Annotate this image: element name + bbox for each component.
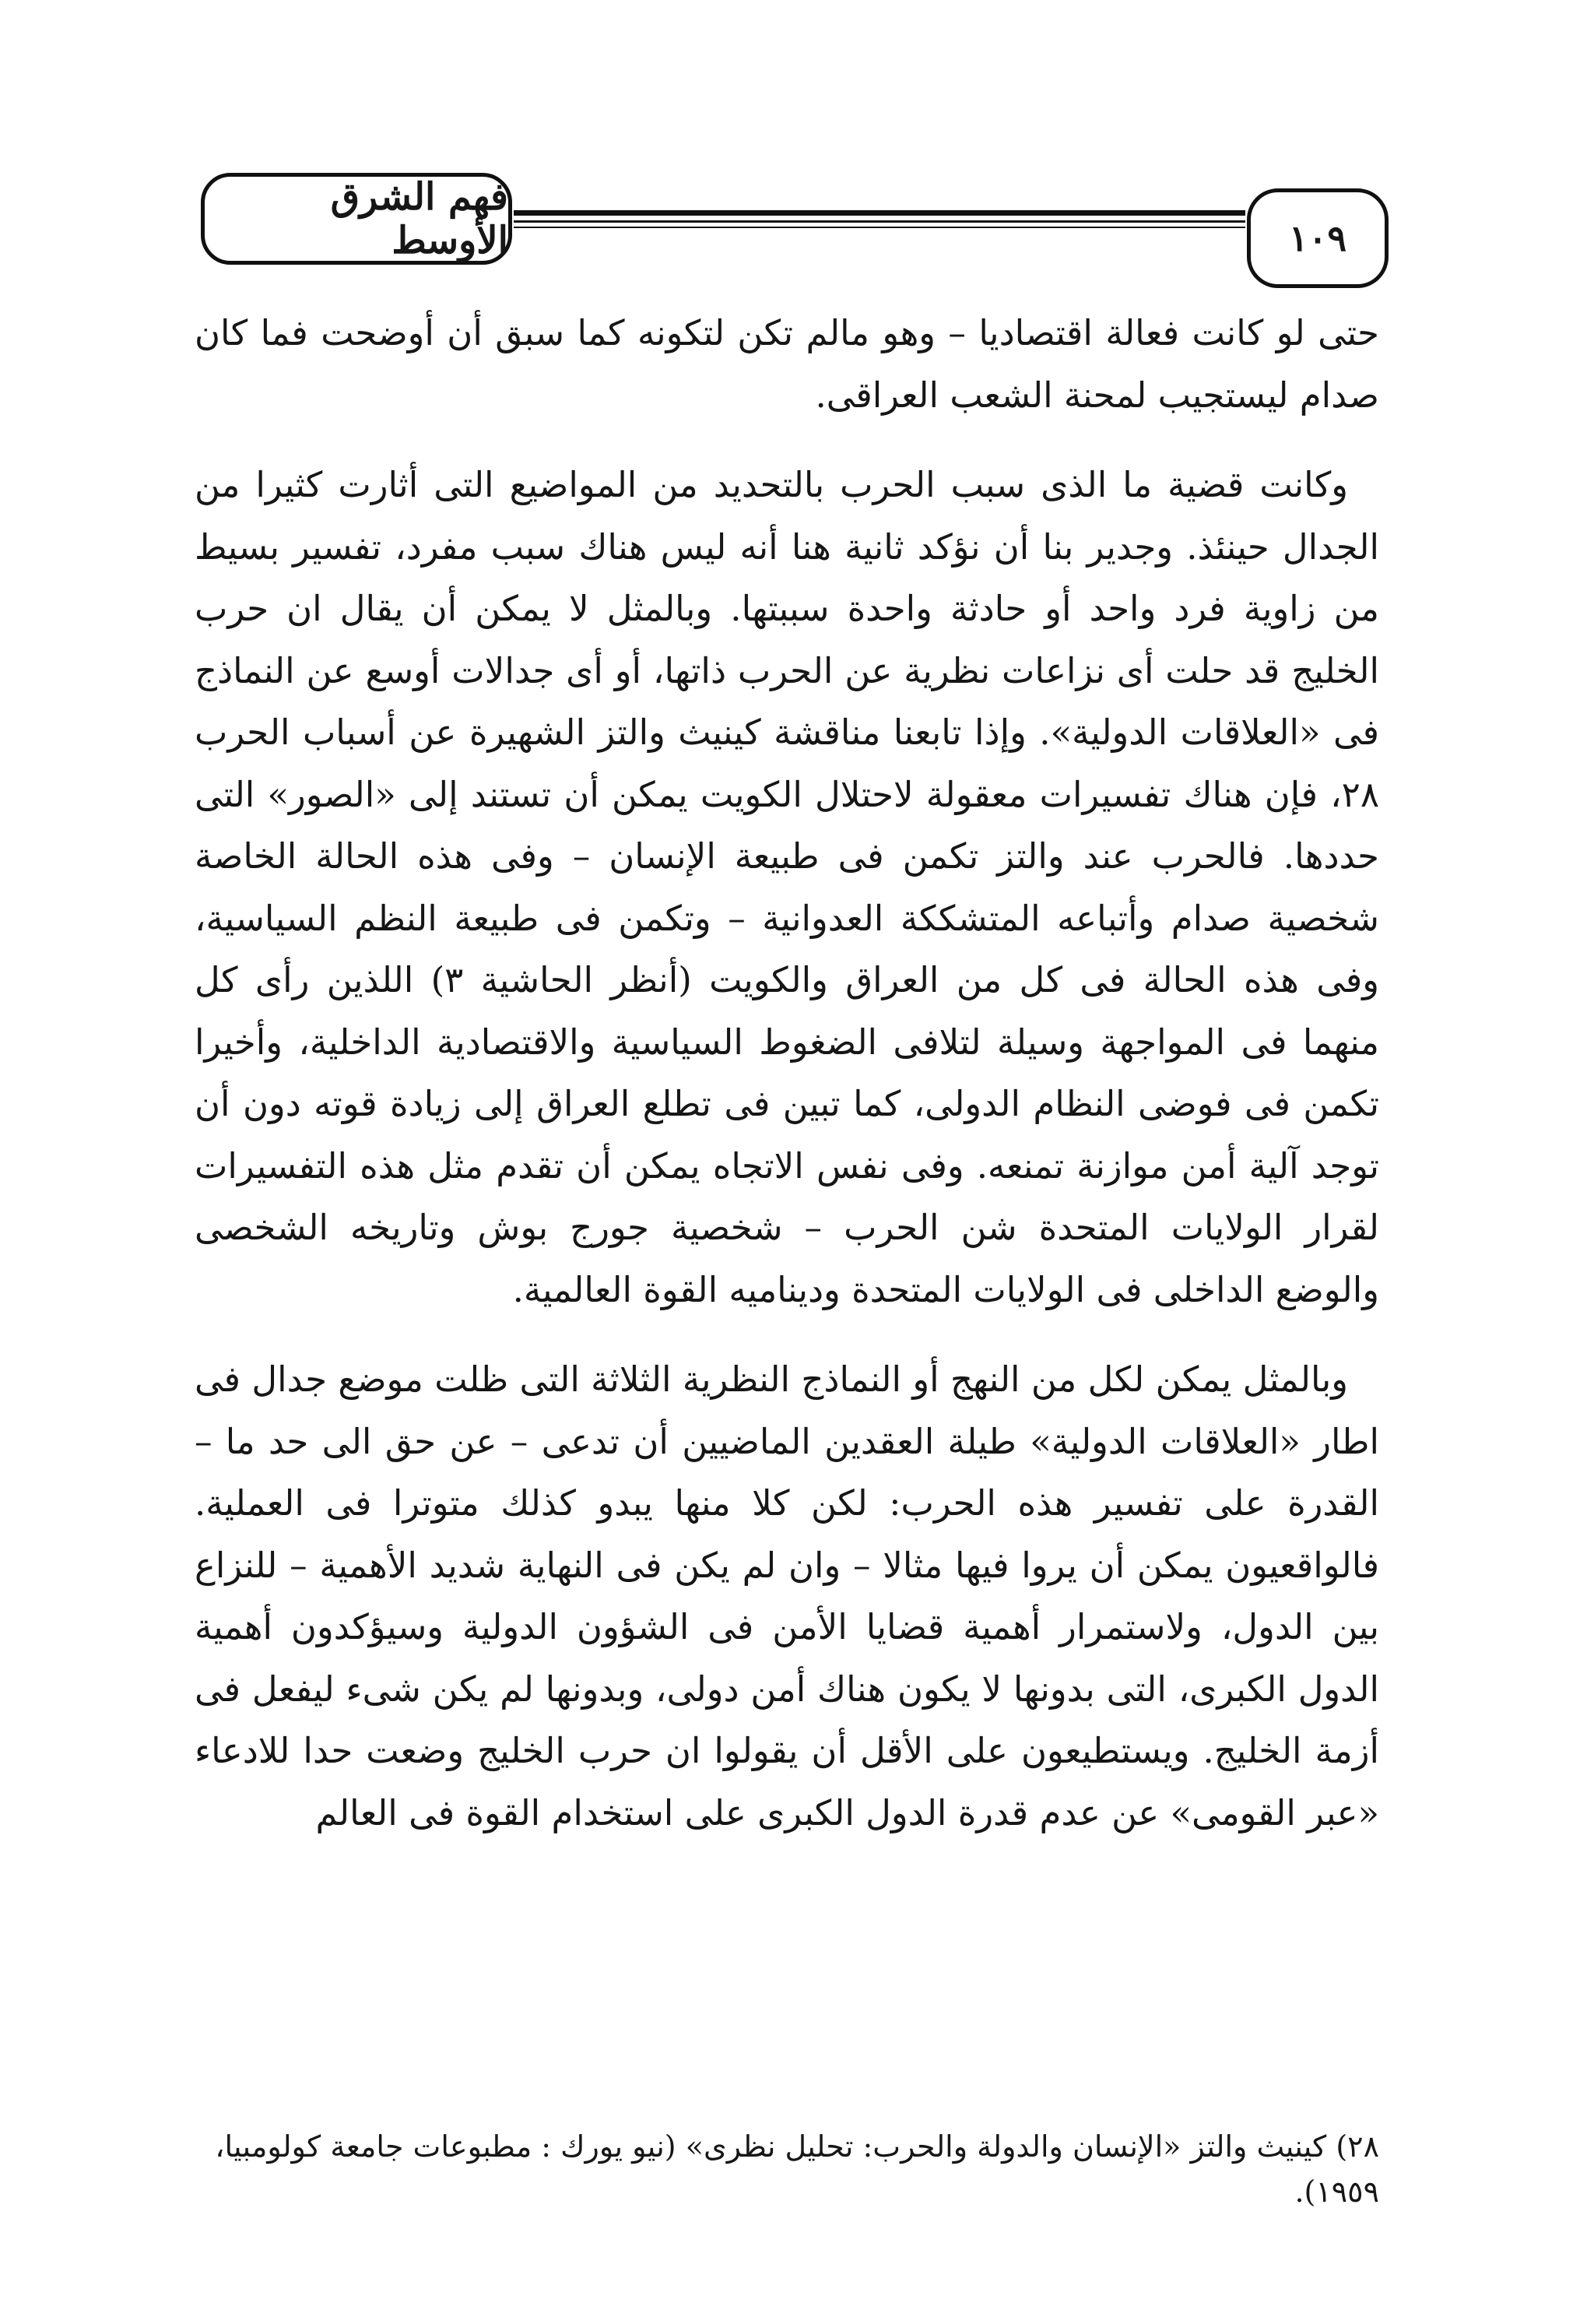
paragraph-1: حتى لو كانت فعالة اقتصاديا – وهو مالم تكن لتكونه كما سبق أن أوضحت فما كان صدام ليستجيب لمحنة الشعب العراقى. — [195, 312, 1379, 416]
footnote-line-2: ١٩٥٩). — [1294, 2175, 1379, 2209]
running-header-title — [201, 173, 512, 265]
header-rule-thick — [514, 210, 1245, 216]
header-title-text: فهم الشرق الأوسط — [330, 175, 508, 262]
paragraph-3: وبالمثل يمكن لكل من النهج أو النماذج النظرية الثلاثة التى ظلت موضع جدال فى اطار «العلاقات الدولية» طيلة العقدين الماضيين أن تدعى – عن حق الى حد ما – القدرة على تفسير هذه الحرب: لكن كلا منها يبدو كذلك متوترا فى العملية. فالواقعيون يمكن أن يروا فيها مثالا – وان لم يكن فى النهاية شديد الأهمية – للنزاع بين الدول، ولاستمرار أهمية قضايا الأمن فى الشؤون الدولية وسيؤكدون أهمية الدول الكبرى، التى بدونها لا يكون هناك أمن دولى، وبدونها لم يكن شىء ليفعل فى أزمة الخليج. ويستطيعون على الأقل أن يقولوا ان حرب الخليج وضعت حدا للادعاء «عبر القومى» عن عدم قدرة الدول الكبرى على استخدام القوة فى العالم — [195, 1359, 1379, 1834]
header-rule-thin — [514, 227, 1245, 228]
header-rule-medium — [514, 220, 1245, 223]
body-text — [195, 302, 1379, 1844]
footnote-line-1: ٢٨) كينيث والتز «الإنسان والدولة والحرب: تحليل نظرى» (نيو يورك : مطبوعات جامعة كولومبيا، — [215, 2129, 1379, 2164]
page-number — [1247, 188, 1389, 288]
page-number-text: ١٠٩ — [1288, 217, 1347, 259]
paragraph-2: وكانت قضية ما الذى سبب الحرب بالتحديد من المواضيع التى أثارت كثيرا من الجدال حينئذ. وجدير بنا أن نؤكد ثانية هنا أنه ليس هناك سبب مفرد، تفسير بسيط من زاوية فرد واحد أو حادثة واحدة سببتها. وبالمثل لا يمكن أن يقال ان حرب الخليج قد حلت أى نزاعات نظرية عن الحرب ذاتها، أو أى جدالات أوسع عن النماذج فى «العلاقات الدولية». وإذا تابعنا مناقشة كينيث والتز الشهيرة عن أسباب الحرب ٢٨، فإن هناك تفسيرات معقولة لاحتلال الكويت يمكن أن تستند إلى «الصور» التى حددها. فالحرب عند والتز تكمن فى طبيعة الإنسان – وفى هذه الحالة الخاصة شخصية صدام وأتباعه المتشككة العدوانية – وتكمن فى طبيعة النظم السياسية، وفى هذه الحالة فى كل من العراق والكويت (أنظر الحاشية ٣) اللذين رأى كل منهما فى المواجهة وسيلة لتلافى الضغوط السياسية والاقتصادية الداخلية، وأخيرا تكمن فى فوضى النظام الدولى، كما تبين فى تطلع العراق إلى زيادة قوته دون أن توجد آلية أمن موازنة تمنعه. وفى نفس الاتجاه يمكن أن تقدم مثل هذه التفسيرات لقرار الولايات المتحدة شن الحرب – شخصية جورج بوش وتاريخه الشخصى والوضع الداخلى فى الولايات المتحدة وديناميه القوة العالمية. — [195, 464, 1379, 1310]
footnote — [195, 2124, 1379, 2214]
